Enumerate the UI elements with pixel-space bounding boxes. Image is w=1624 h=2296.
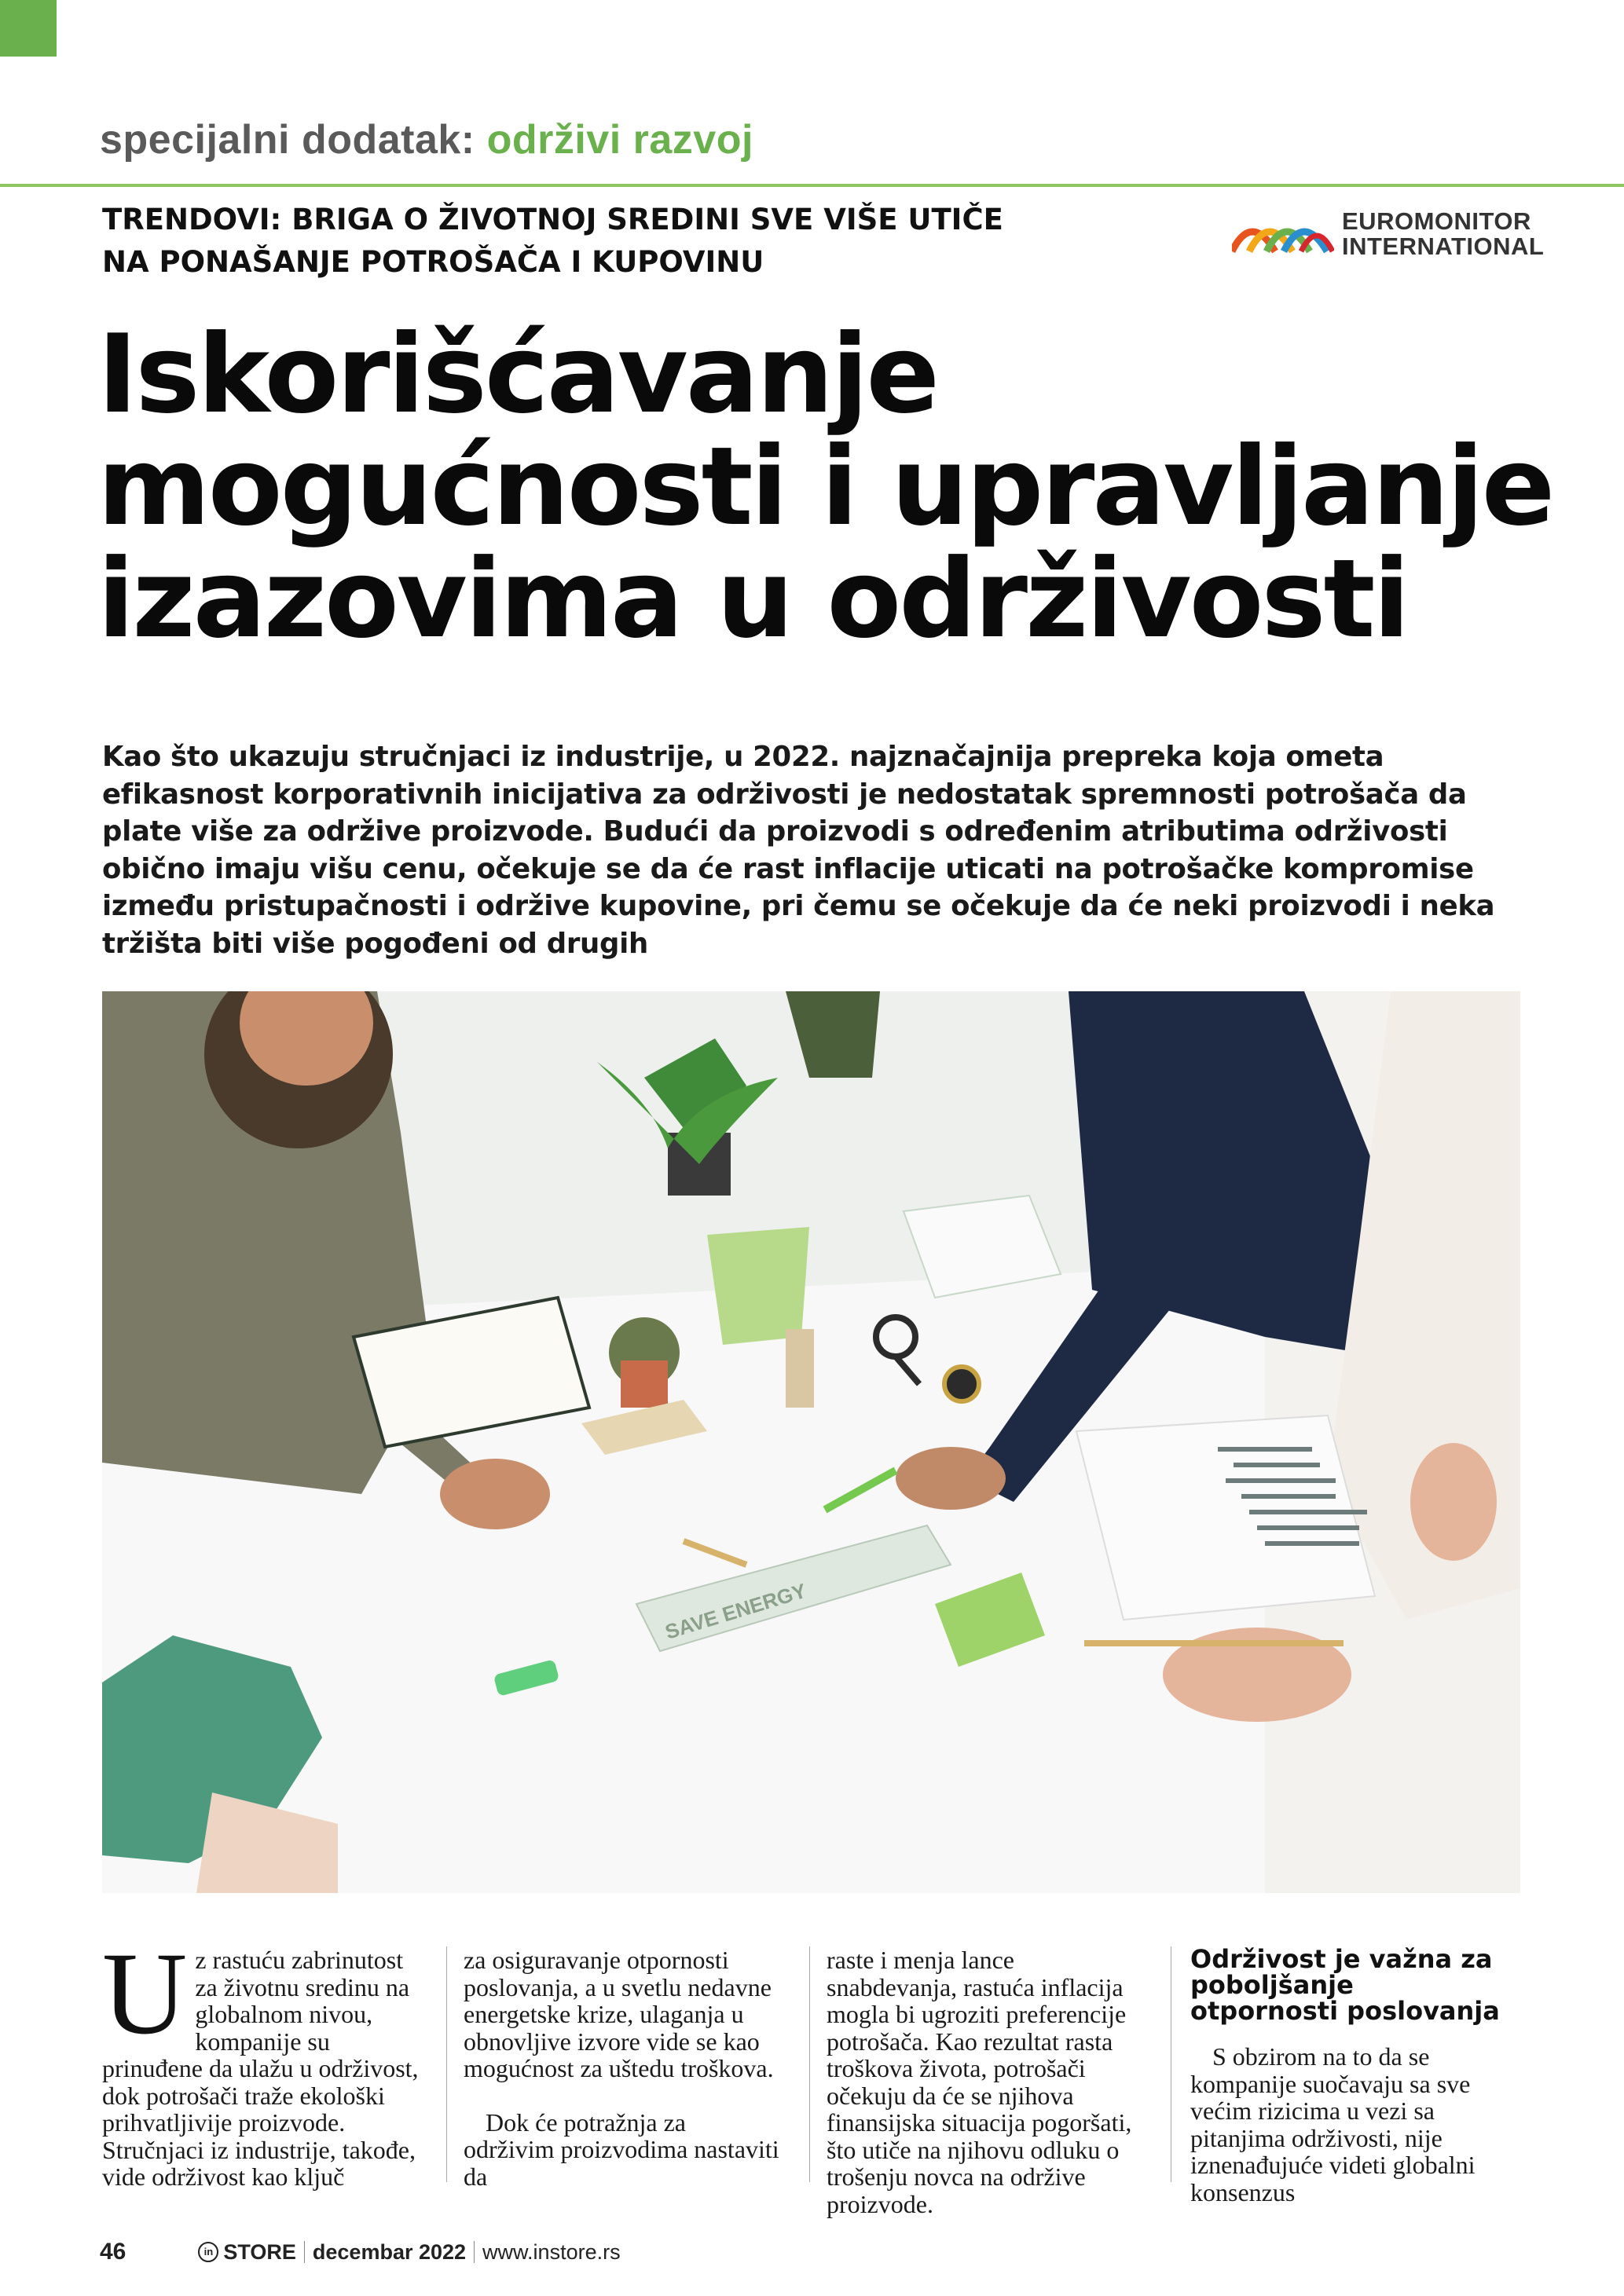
headline-line-2: mogućnosti i upravljanje (97, 423, 1553, 550)
corner-accent (0, 0, 57, 57)
euromonitor-logo-icon (1232, 212, 1334, 256)
section-label: specijalni dodatak: (100, 117, 475, 163)
body-col1-text: z rastuću zabrinutost za životnu sredinu na globalnom nivou, kompanije su prinuđene da ulažu u održivost, dok potrošači traže ekološki prihvatljivije proizvode. Stručnjaci iz industrije, takođe, vide održivost kao ključ (102, 1946, 419, 2191)
logo-line-1: EUROMONITOR (1342, 207, 1531, 235)
body-column-1 (102, 1928, 420, 2191)
page-footer (100, 2239, 621, 2265)
body-col4-paragraph-1: S obzirom na to da se kompanije suočavaju sa sve većim rizicima u vezi sa pitanjima održivosti, nije iznenađujuće videti globalni konsenzus (1190, 2042, 1476, 2206)
body-column-2 (464, 1946, 782, 2190)
kicker: TRENDOVI: BRIGA O ŽIVOTNOJ SREDINI SVE VIŠE UTIČE NA PONAŠANJE POTROŠAČA I KUPOVINU (102, 203, 1003, 279)
magazine-brand (198, 2240, 296, 2265)
article-headline (97, 311, 1559, 662)
meeting-table-illustration (102, 991, 1520, 1893)
brand-name: STORE (223, 2239, 296, 2264)
article-lede: Kao što ukazuju stručnjaci iz industrije, u 2022. najznačajnija prepreka koja ometa efikasnost korporativnih inicijativa za održivosti je nedostatak spremnosti potrošača da plate više za održive proizvode. Budući da proizvodi s određenim atributima održivosti obično imaju višu cenu, očekuje se da će rast inflacije uticati na potrošačke kompromise između pristupačnosti i održive kupovine, pri čemu se očekuje da će neki proizvodi i neka tržišta biti više pogođeni od drugih (102, 741, 1495, 960)
body-subhead: Održivost je važna za poboljšanje otpornosti poslovanja (1190, 1944, 1500, 2026)
section-rule (0, 184, 1624, 187)
logo-line-2: INTERNATIONAL (1342, 233, 1545, 260)
website-link[interactable]: www.instore.rs (482, 2239, 621, 2264)
section-header (100, 116, 753, 163)
body-column-4 (1190, 1946, 1509, 2206)
headline-line-3: izazovima u održivosti (97, 536, 1408, 662)
issue-date: decembar 2022 (312, 2239, 467, 2264)
save-energy-sign: SAVE ENERGY (662, 1578, 809, 1644)
body-column-3 (827, 1946, 1145, 2217)
footer-divider (474, 2241, 475, 2263)
body-col3-text: raste i menja lance snabdevanja, rastuća inflacija mogla bi ugroziti preferencije potrošača. Kao rezultat rasta troškova života, potrošači očekuju da će se njihova finansijska situacija pogoršati, što utiče na njihovu odluku o trošenju novca na održive proizvode. (827, 1946, 1132, 2218)
body-col2-paragraph-1: za osiguravanje otpornosti poslovanja, a u svetlu nedavne energetske krize, ulaganja u obnovljive izvore vide se kao mogućnost za uštedu troškova. (464, 1946, 774, 2082)
euromonitor-logo (1232, 206, 1546, 262)
footer-divider (304, 2241, 305, 2263)
headline-line-1: Iskorišćavanje (97, 311, 938, 438)
column-divider-1 (446, 1946, 447, 2182)
brand-mark-icon: in (198, 2242, 218, 2262)
article-photo (102, 991, 1520, 1893)
section-topic: održivi razvoj (486, 117, 753, 163)
column-divider-2 (809, 1946, 810, 2182)
dropcap: U (102, 1928, 188, 2059)
page-number: 46 (100, 2239, 126, 2265)
body-col2-paragraph-2: Dok će potražnja za održivim proizvodima nastaviti da (464, 2107, 779, 2191)
